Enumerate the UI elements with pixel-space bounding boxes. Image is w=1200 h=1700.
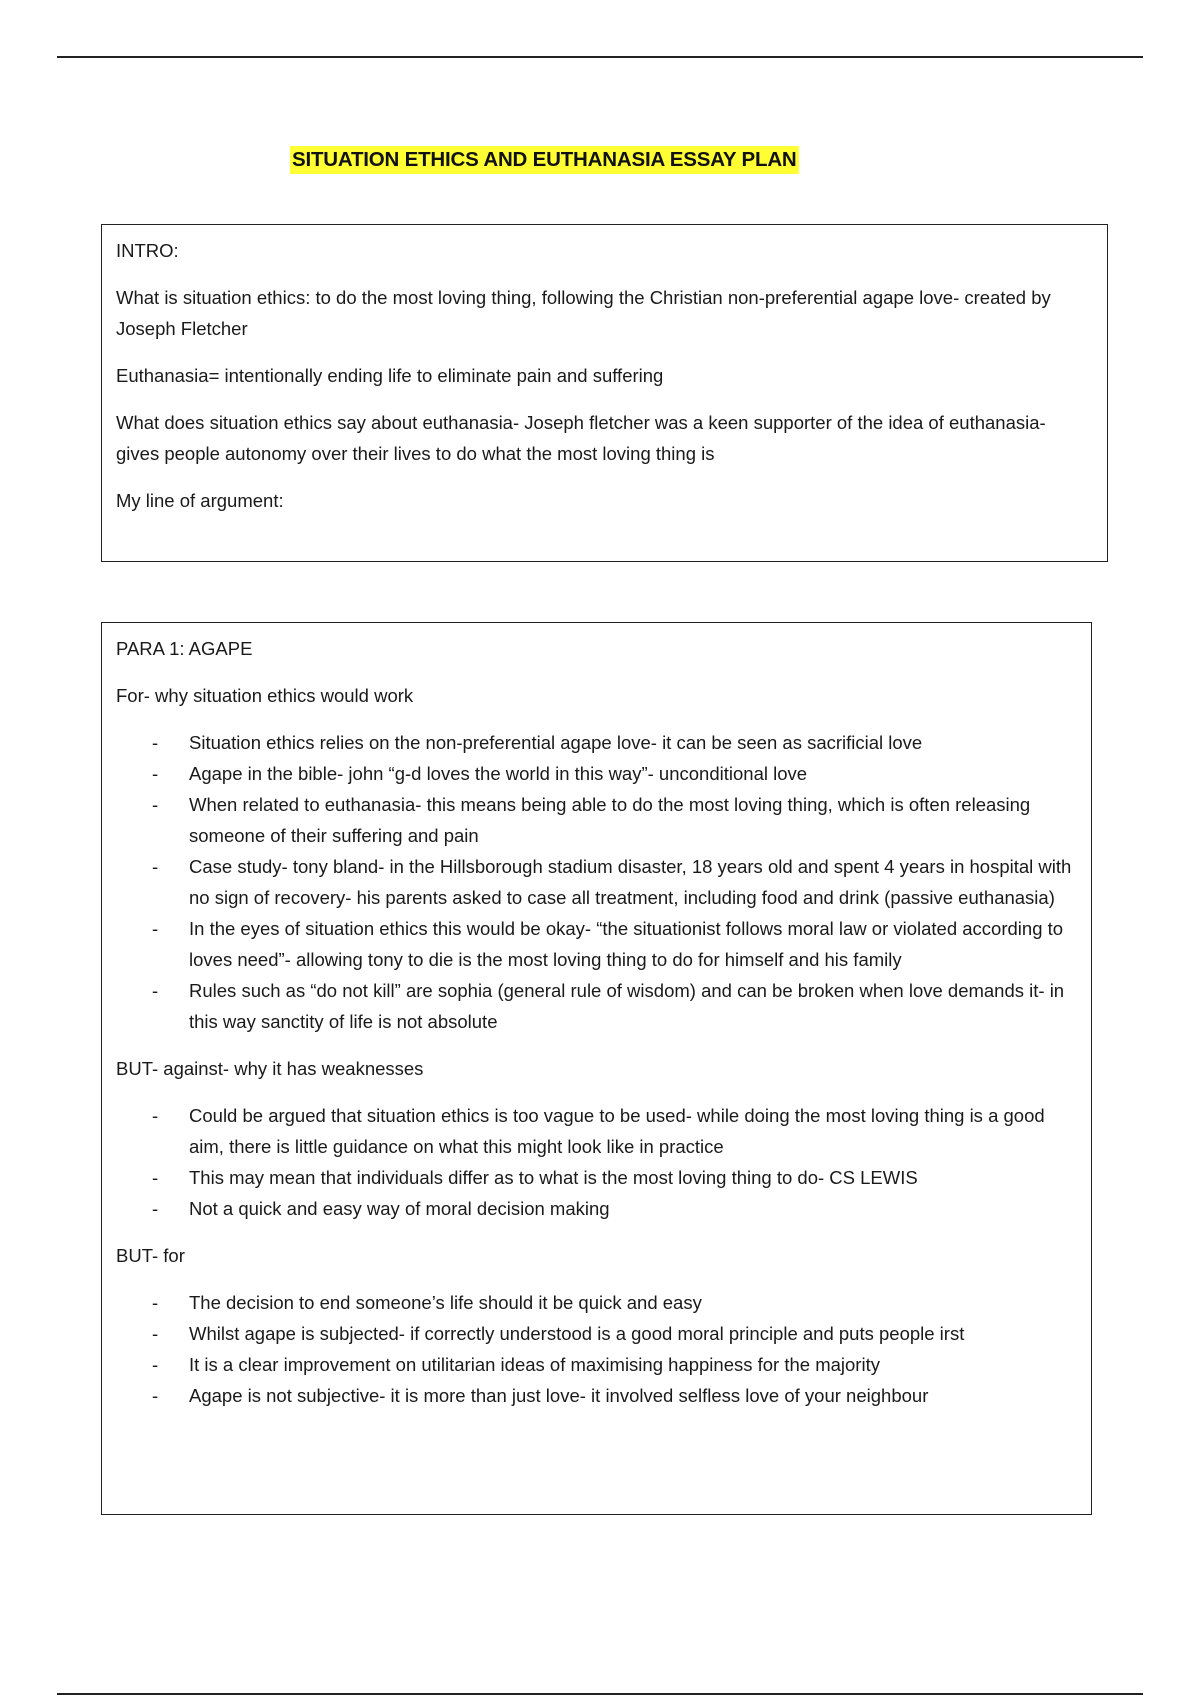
list-item: - In the eyes of situation ethics this would be okay- “the situationist follows moral law or violated according to loves need”- allowing tony to die is the most loving thing to do for himself and his family	[116, 913, 1077, 975]
intro-paragraph: Euthanasia= intentionally ending life to eliminate pain and suffering	[116, 365, 664, 386]
para1-heading: PARA 1: AGAPE	[116, 638, 253, 659]
intro-heading: INTRO:	[116, 240, 179, 261]
but-for-label: BUT- for	[116, 1245, 185, 1266]
list-item: - Not a quick and easy way of moral decision making	[116, 1193, 1077, 1224]
list-item: - Agape is not subjective- it is more than just love- it involved selfless love of your neighbour	[116, 1380, 1077, 1411]
list-item: - Situation ethics relies on the non-preferential agape love- it can be seen as sacrificial love	[116, 727, 1077, 758]
for-list	[116, 727, 1077, 1037]
list-item: - Whilst agape is subjected- if correctly understood is a good moral principle and puts people irst	[116, 1318, 1077, 1349]
list-item: - When related to euthanasia- this means being able to do the most loving thing, which is often releasing someone of their suffering and pain	[116, 789, 1077, 851]
para1-box	[101, 622, 1092, 1515]
list-item: - It is a clear improvement on utilitarian ideas of maximising happiness for the majority	[116, 1349, 1077, 1380]
list-item: - The decision to end someone’s life should it be quick and easy	[116, 1287, 1077, 1318]
top-rule	[57, 56, 1143, 58]
list-item: - This may mean that individuals differ as to what is the most loving thing to do- CS LEWIS	[116, 1162, 1077, 1193]
list-item: - Case study- tony bland- in the Hillsborough stadium disaster, 18 years old and spent 4 years in hospital with no sign of recovery- his parents asked to case all treatment, including food and drink (passive euthanasia)	[116, 851, 1077, 913]
but-for-list	[116, 1287, 1077, 1411]
bottom-rule	[57, 1693, 1143, 1695]
page-title: SITUATION ETHICS AND EUTHANASIA ESSAY PLAN	[290, 146, 799, 174]
intro-box	[101, 224, 1108, 562]
intro-paragraph: My line of argument:	[116, 490, 284, 511]
against-label: BUT- against- why it has weaknesses	[116, 1058, 424, 1079]
against-list	[116, 1100, 1077, 1224]
for-label: For- why situation ethics would work	[116, 685, 414, 706]
intro-paragraph: What is situation ethics: to do the most loving thing, following the Christian non-preferential agape love- created by Joseph Fletcher	[116, 287, 1051, 339]
list-item: - Agape in the bible- john “g-d loves the world in this way”- unconditional love	[116, 758, 1077, 789]
list-item: - Could be argued that situation ethics is too vague to be used- while doing the most loving thing is a good aim, there is little guidance on what this might look like in practice	[116, 1100, 1077, 1162]
intro-paragraph: What does situation ethics say about euthanasia- Joseph fletcher was a keen supporter of the idea of euthanasia- gives people autonomy over their lives to do what the most loving thing is	[116, 412, 1046, 464]
list-item: - Rules such as “do not kill” are sophia (general rule of wisdom) and can be broken when love demands it- in this way sanctity of life is not absolute	[116, 975, 1077, 1037]
